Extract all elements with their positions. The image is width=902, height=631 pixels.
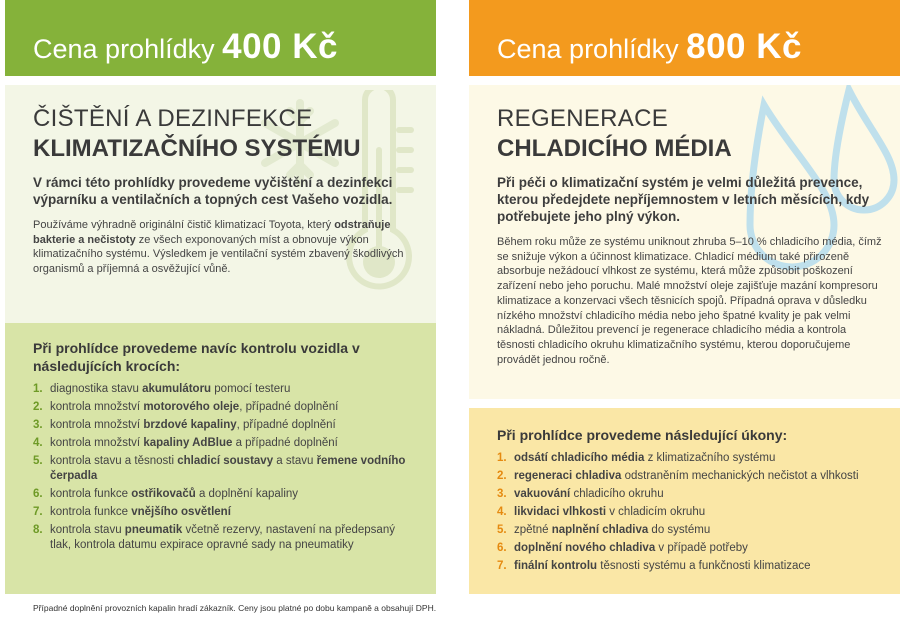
- step-number: 8.: [33, 524, 43, 536]
- step-number: 7.: [497, 560, 507, 572]
- step-text: [50, 436, 338, 451]
- step-number: 4.: [497, 506, 507, 518]
- right-title-bold: CHLADICÍHO MÉDIA: [497, 135, 732, 162]
- step-item: [33, 418, 416, 433]
- step-item: [33, 505, 416, 520]
- step-item: [33, 487, 416, 502]
- text-fragment: kontrola funkce: [50, 488, 132, 500]
- left-body-text: [33, 218, 418, 277]
- left-price-value: 400 Kč: [222, 27, 338, 66]
- highlight-text: ostřikovačů: [131, 488, 196, 500]
- highlight-text: vnějšího osvětlení: [131, 506, 231, 518]
- step-item: [497, 559, 880, 574]
- step-item: [497, 541, 880, 556]
- right-steps-title: Při prohlídce provedeme následující úkony:: [497, 427, 788, 443]
- step-item: [497, 505, 880, 520]
- text-fragment: odstraněním mechanických nečistot a vlhkosti: [621, 470, 859, 482]
- left-title-light: ČIŠTĚNÍ A DEZINFEKCE: [33, 105, 313, 132]
- left-price-header: [5, 0, 436, 76]
- step-text: [514, 541, 748, 556]
- text-fragment: v případě potřeby: [655, 542, 748, 554]
- step-text: [514, 559, 811, 574]
- left-steps-title: Při prohlídce provedeme navíc kontrolu vozidla v následujících krocích:: [33, 340, 360, 374]
- highlight-text: akumulátoru: [142, 383, 212, 395]
- text-fragment: těsnosti systému a funkčnosti klimatizace: [597, 560, 811, 572]
- left-info-box: [5, 85, 436, 323]
- text-fragment: kontrola stavu: [50, 524, 125, 536]
- step-text: [50, 505, 231, 520]
- right-info-box: [469, 85, 900, 399]
- text-fragment: kontrola funkce: [50, 506, 132, 518]
- step-item: [33, 436, 416, 451]
- step-number: 4.: [33, 437, 43, 449]
- step-number: 5.: [33, 455, 43, 467]
- right-price-header: [469, 0, 900, 76]
- text-fragment: zpětné: [514, 524, 552, 536]
- step-item: [33, 400, 416, 415]
- step-number: 6.: [497, 542, 507, 554]
- text-fragment: kontrola množství: [50, 437, 144, 449]
- step-number: 1.: [497, 452, 507, 464]
- text-fragment: kontrola množství: [50, 419, 144, 431]
- step-item: [497, 469, 880, 484]
- highlight-text: naplnění chladiva: [551, 524, 649, 536]
- text-fragment: do systému: [648, 524, 711, 536]
- left-lead-text: V rámci této prohlídky provedeme vyčištění a dezinfekci výparníku a ventilačních a topných cest Vašeho vozidla.: [33, 175, 393, 207]
- text-fragment: ze všech exponovaných míst a obnovuje výkon klimatizačního systému. Výsledkem je ventilační systém zbavený škodlivých organismů a příjemná a osvěžující vůně.: [33, 233, 404, 276]
- text-fragment: kontrola stavu a těsnosti: [50, 455, 178, 467]
- highlight-text: motorového oleje: [143, 401, 240, 413]
- text-fragment: včetně rezervy, nastavení na předepsaný tlak, kontrola datumu expirace opravné sady na pneumatiky: [50, 524, 395, 551]
- right-offer: [469, 0, 900, 572]
- text-fragment: kontrola množství: [50, 401, 144, 413]
- highlight-text: regeneraci chladiva: [514, 470, 622, 482]
- left-title-bold: KLIMATIZAČNÍHO SYSTÉMU: [33, 135, 361, 162]
- right-price-value: 800 Kč: [686, 27, 802, 66]
- highlight-text: chladicí soustavy: [177, 455, 274, 467]
- highlight-text: odstraňuje bakterie a nečistoty: [33, 219, 391, 246]
- step-text: [50, 382, 290, 397]
- step-text: [514, 523, 710, 538]
- step-text: [50, 400, 338, 415]
- highlight-text: doplnění nového chladiva: [514, 542, 656, 554]
- step-text: [514, 469, 859, 484]
- footer-note: Případné doplnění provozních kapalin hradí zákazník. Ceny jsou platné po dobu kampaně a obsahují DPH.: [33, 603, 437, 613]
- step-number: 2.: [33, 401, 43, 413]
- highlight-text: brzdové kapaliny: [143, 419, 237, 431]
- step-number: 7.: [33, 506, 43, 518]
- text-fragment: , případné doplnění: [239, 401, 339, 413]
- step-number: 6.: [33, 488, 43, 500]
- left-steps-box: [5, 323, 436, 594]
- step-item: [33, 454, 416, 484]
- step-text: [50, 418, 336, 433]
- step-text: [50, 454, 416, 484]
- text-fragment: diagnostika stavu: [50, 383, 143, 395]
- step-number: 5.: [497, 524, 507, 536]
- right-body-text: Během roku může ze systému uniknout zhruba 5–10 % chladicího média, čímž se snižuje výkon a účinnost klimatizace. Chladicí médium také přirozeně absorbuje nežádoucí vlhkost ze systému, která může způsobit poškození zařízení nebo jeho poruchu. Malé množství oleje zajišťuje mazání kompresoru klimatizace a konzervaci všech těsnicích spojů. Případná oprava v důsledku nízkého množství chladicího média nebo jeho špatné kvality je pak velmi nákladná. Důležitou prevencí je regenerace chladicího média a kontrola těsnosti chladicího okruhu klimatizačního systému, kterou doporučujeme provádět jednou ročně.: [497, 236, 882, 366]
- highlight-text: pneumatik: [124, 524, 183, 536]
- step-item: [33, 382, 416, 397]
- right-steps-list: [497, 451, 880, 574]
- step-item: [497, 487, 880, 502]
- text-fragment: a případné doplnění: [232, 437, 338, 449]
- step-number: 3.: [497, 488, 507, 500]
- highlight-text: likvidaci vlhkosti: [514, 506, 607, 518]
- highlight-text: vakuování: [514, 488, 571, 500]
- step-text: [50, 523, 416, 553]
- text-fragment: a stavu: [273, 455, 317, 467]
- left-steps-list: [33, 382, 416, 553]
- left-offer: [5, 0, 436, 551]
- text-fragment: Používáme výhradně originální čistič klimatizací Toyota, který: [33, 219, 335, 231]
- right-title-light: REGENERACE: [497, 105, 669, 132]
- right-price-prefix: Cena prohlídky: [497, 34, 679, 64]
- step-item: [33, 523, 416, 553]
- highlight-text: kapaliny AdBlue: [143, 437, 233, 449]
- left-price-prefix: Cena prohlídky: [33, 34, 215, 64]
- step-text: [514, 451, 775, 466]
- highlight-text: finální kontrolu: [514, 560, 598, 572]
- text-fragment: pomocí testeru: [211, 383, 291, 395]
- step-text: [50, 487, 298, 502]
- text-fragment: z klimatizačního systému: [644, 452, 776, 464]
- step-text: [514, 505, 705, 520]
- step-number: 2.: [497, 470, 507, 482]
- right-lead-text: Při péči o klimatizační systém je velmi důležitá prevence, kterou předejdete nepříjemnostem v letních měsících, kdy potřebujete jeho plný výkon.: [497, 175, 870, 224]
- step-item: [497, 451, 880, 466]
- step-item: [497, 523, 880, 538]
- highlight-text: odsátí chladicího média: [514, 452, 645, 464]
- step-number: 1.: [33, 383, 43, 395]
- text-fragment: v chladicím okruhu: [606, 506, 706, 518]
- text-fragment: , případné doplnění: [236, 419, 336, 431]
- step-number: 3.: [33, 419, 43, 431]
- step-text: [514, 487, 664, 502]
- text-fragment: chladicího okruhu: [570, 488, 664, 500]
- right-steps-box: [469, 408, 900, 594]
- highlight-text: řemene vodního čerpadla: [50, 455, 406, 482]
- text-fragment: a doplnění kapaliny: [195, 488, 299, 500]
